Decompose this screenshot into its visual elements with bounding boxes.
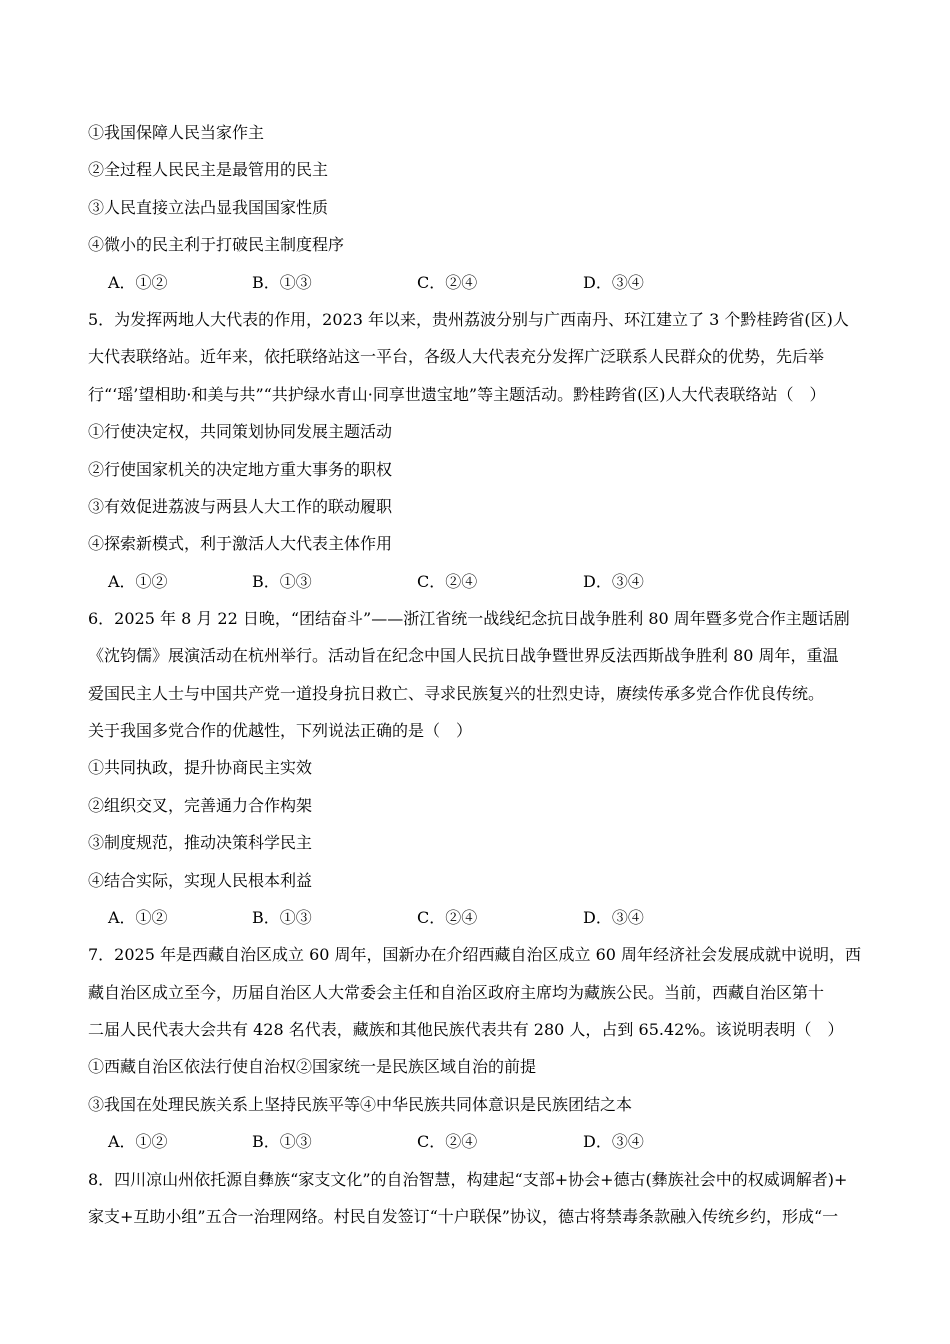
q6-stem-line-4: 关于我国多党合作的优越性，下列说法正确的是（ ） (88, 721, 473, 740)
q5-option-c: C．②④ (417, 572, 478, 591)
q4-option-b: B．①③ (252, 273, 312, 292)
q4-option-c: C．②④ (417, 273, 478, 292)
q5-statement-3: ③有效促进荔波与两县人大工作的联动履职 (88, 497, 393, 516)
q7-stem-line-2: 藏自治区成立至今，历届自治区人大常委会主任和自治区政府主席均为藏族公民。当前，西藏自治区第十 (88, 983, 825, 1002)
q8-stem-line-2: 家支+互助小组”五合一治理网络。村民自发签订“十户联保”协议，德古将禁毒条款融入传统乡约，形成“一 (88, 1207, 839, 1226)
q7-stem-line-3: 二届人民代表大会共有 428 名代表，藏族和其他民族代表共有 280 人，占到 65.42%。该说明表明（ ） (88, 1020, 844, 1039)
q5-statement-2: ②行使国家机关的决定地方重大事务的职权 (88, 460, 393, 479)
q5-stem-line-2: 大代表联络站。近年来，依托联络站这一平台，各级人大代表充分发挥广泛联系人民群众的优势，先后举 (88, 347, 825, 366)
q4-statement-4: ④微小的民主利于打破民主制度程序 (88, 235, 345, 254)
q7-stem-line-1: 7．2025 年是西藏自治区成立 60 周年，国新办在介绍西藏自治区成立 60 周年经济社会发展成就中说明，西 (88, 945, 862, 964)
q6-statement-4: ④结合实际，实现人民根本利益 (88, 871, 313, 890)
q6-statement-3: ③制度规范，推动决策科学民主 (88, 833, 313, 852)
q5-statement-4: ④探索新模式，利于激活人大代表主体作用 (88, 534, 393, 553)
q7-statement-line-2: ③我国在处理民族关系上坚持民族平等④中华民族共同体意识是民族团结之本 (88, 1095, 633, 1114)
q6-option-d: D．③④ (583, 908, 644, 927)
q5-option-d: D．③④ (583, 572, 644, 591)
q7-option-d: D．③④ (583, 1132, 644, 1151)
q4-statement-1: ①我国保障人民当家作主 (88, 123, 265, 142)
q6-stem-line-1: 6．2025 年 8 月 22 日晚，“团结奋斗”——浙江省统一战线纪念抗日战争胜利 80 周年暨多党合作主题话剧 (88, 609, 850, 628)
q5-option-a: A．①② (108, 572, 168, 591)
q6-option-b: B．①③ (252, 908, 312, 927)
q6-stem-line-2: 《沈钧儒》展演活动在杭州举行。活动旨在纪念中国人民抗日战争暨世界反法西斯战争胜利 80 周年，重温 (88, 646, 839, 665)
q7-statement-line-1: ①西藏自治区依法行使自治权②国家统一是民族区域自治的前提 (88, 1057, 537, 1076)
q5-stem-line-3: 行“‘瑶’望相助·和美与共”“共护绿水青山·同享世遗宝地”等主题活动。黔桂跨省(区)人大代表联络站（ ） (88, 385, 826, 404)
q6-statement-1: ①共同执政，提升协商民主实效 (88, 758, 313, 777)
q7-option-a: A．①② (108, 1132, 168, 1151)
q4-statement-3: ③人民直接立法凸显我国国家性质 (88, 198, 329, 217)
q6-statement-2: ②组织交叉，完善通力合作构架 (88, 796, 313, 815)
q4-statement-2: ②全过程人民民主是最管用的民主 (88, 160, 329, 179)
q5-stem-line-1: 5．为发挥两地人大代表的作用，2023 年以来，贵州荔波分别与广西南丹、环江建立了 3 个黔桂跨省(区)人 (88, 310, 849, 329)
q7-option-c: C．②④ (417, 1132, 478, 1151)
q6-stem-line-3: 爱国民主人士与中国共产党一道投身抗日救亡、寻求民族复兴的壮烈史诗，赓续传承多党合作优良传统。 (88, 684, 825, 703)
q4-option-a: A．①② (108, 273, 168, 292)
q4-option-d: D．③④ (583, 273, 644, 292)
q7-option-b: B．①③ (252, 1132, 312, 1151)
q8-stem-line-1: 8．四川凉山州依托源自彝族“家支文化”的自治智慧，构建起“支部+协会+德古(彝族社会中的权威调解者)+ (88, 1170, 848, 1189)
q6-option-a: A．①② (108, 908, 168, 927)
q5-option-b: B．①③ (252, 572, 312, 591)
q5-statement-1: ①行使决定权，共同策划协同发展主题活动 (88, 422, 393, 441)
q6-option-c: C．②④ (417, 908, 478, 927)
